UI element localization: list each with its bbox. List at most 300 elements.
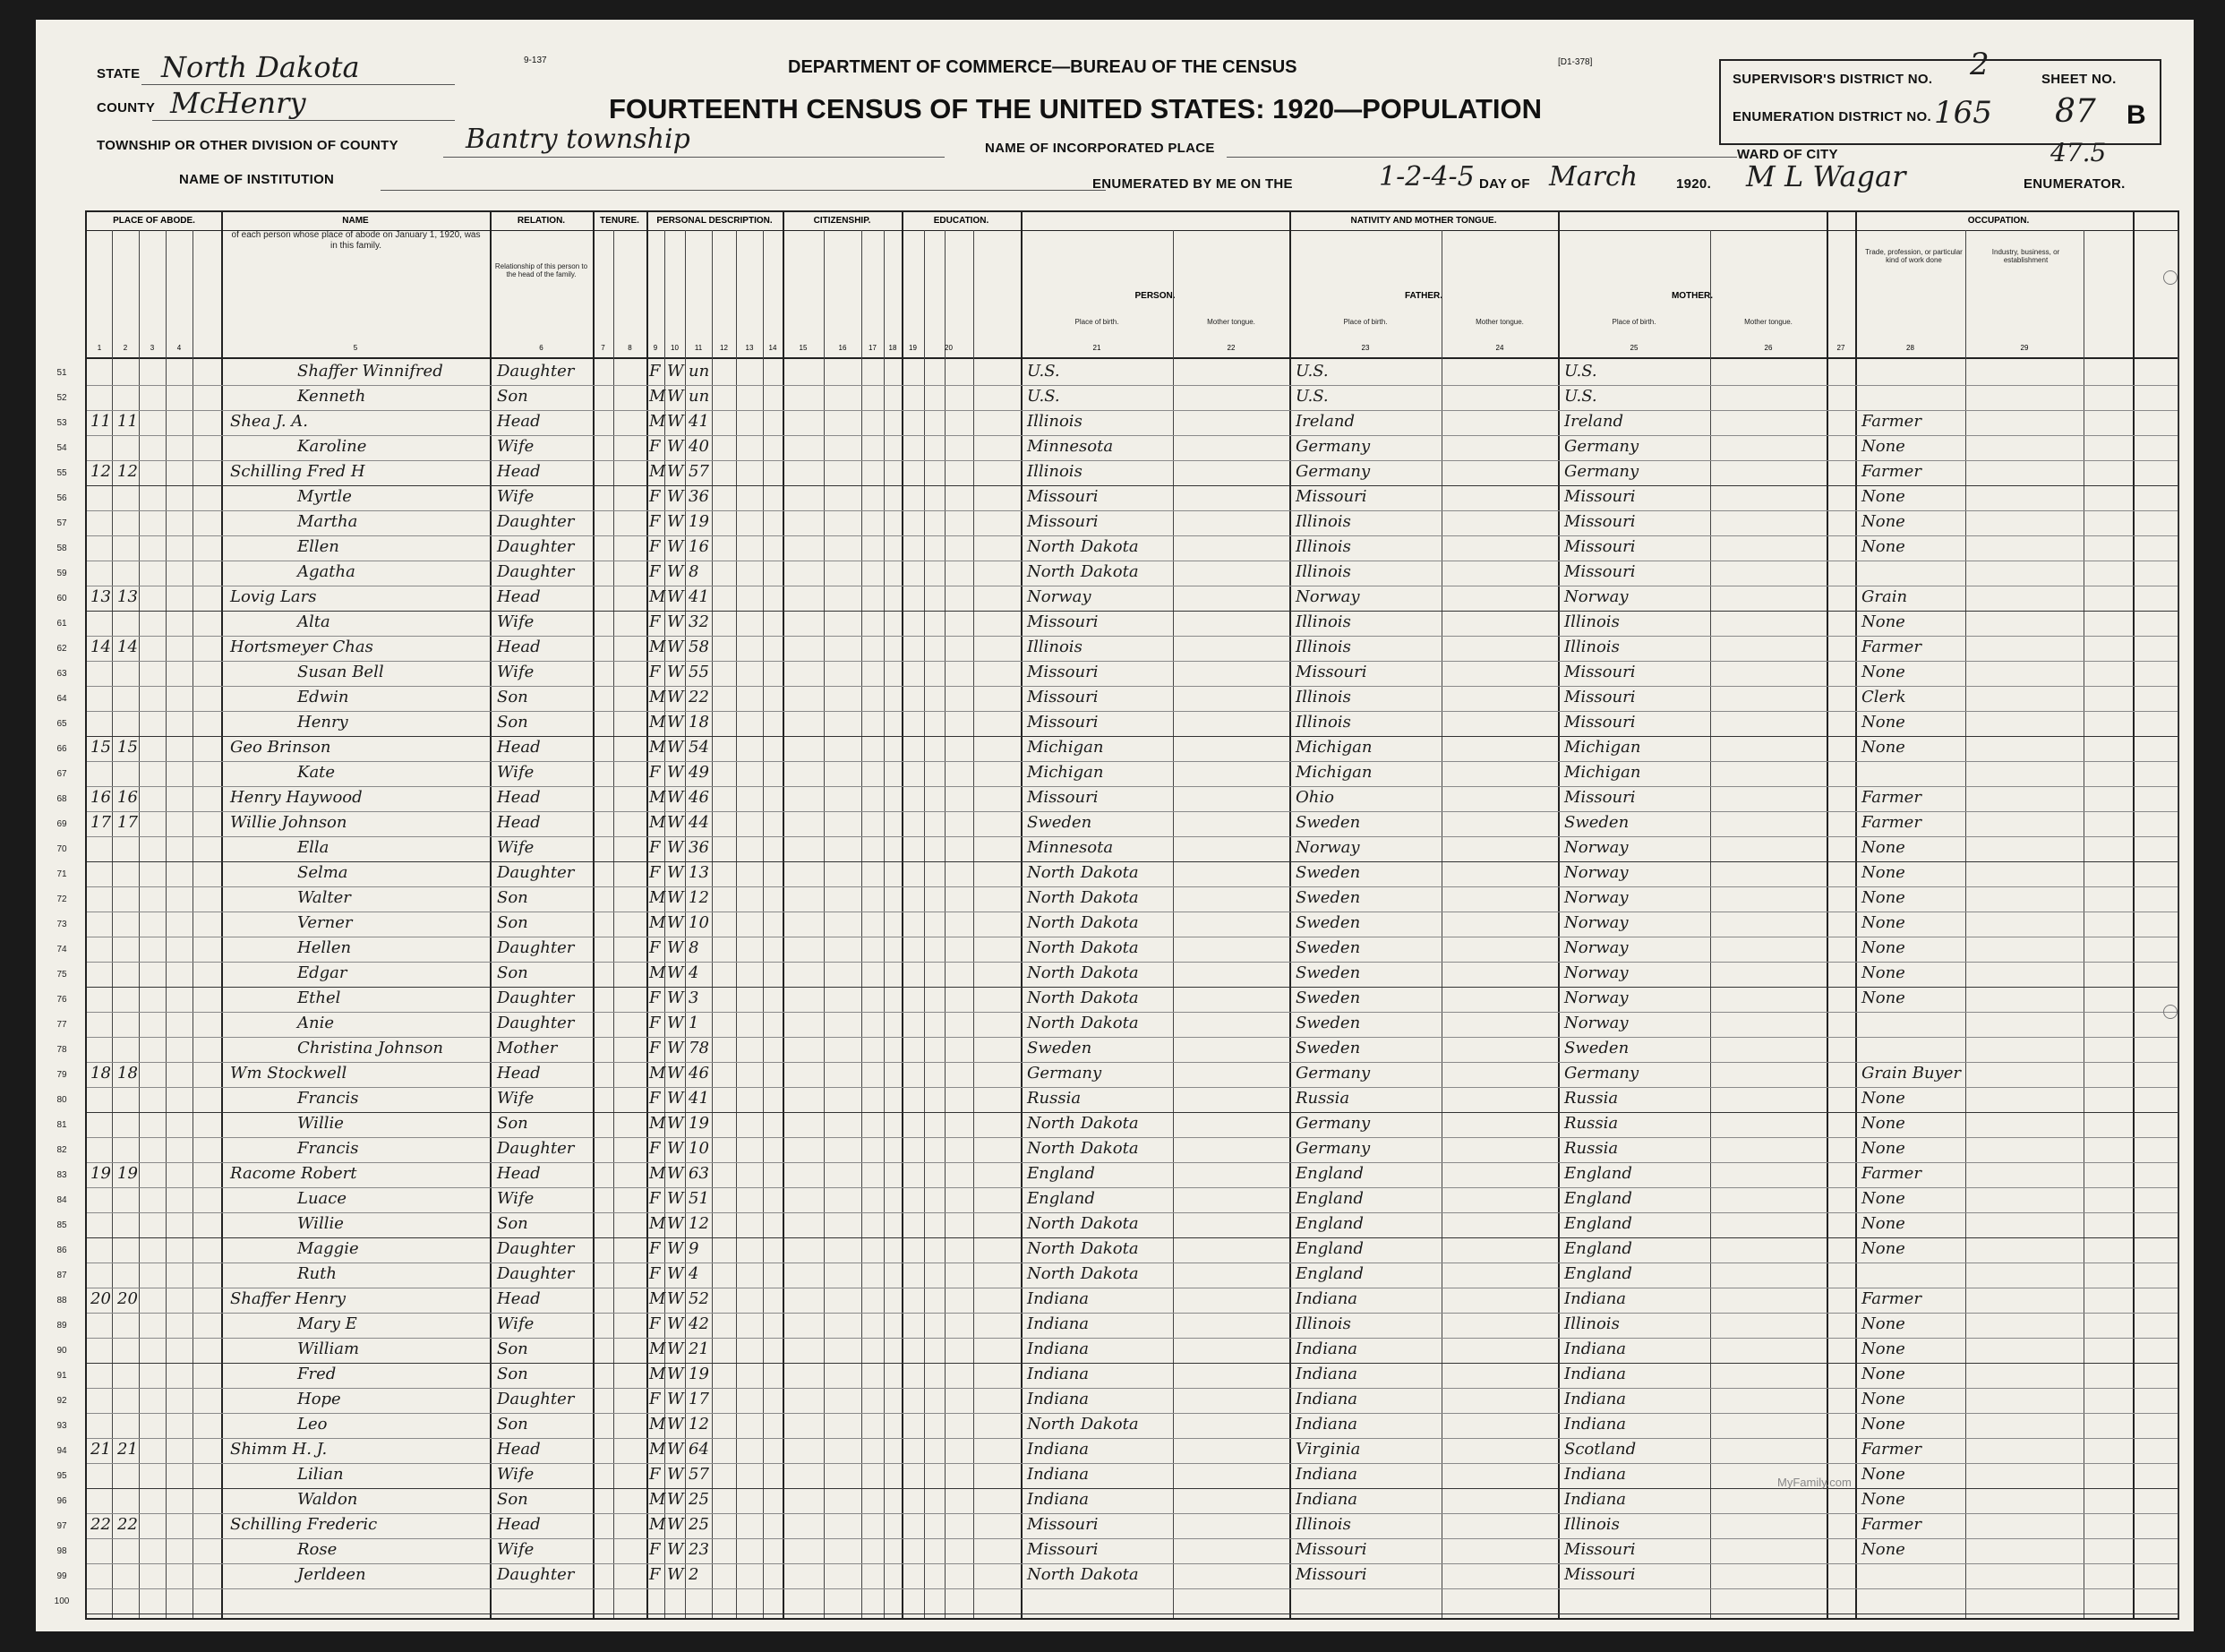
line-number: 98 bbox=[56, 1546, 67, 1556]
line-number: 72 bbox=[56, 894, 67, 904]
occupation-value: None bbox=[1861, 989, 1905, 1007]
relation-value: Head bbox=[497, 1064, 541, 1083]
mother-birthplace: Russia bbox=[1564, 1139, 1619, 1158]
tongue-header-24: Mother tongue. bbox=[1744, 318, 1793, 326]
relation-value: Wife bbox=[497, 487, 535, 506]
mother-birthplace: Michigan bbox=[1564, 738, 1641, 757]
table-row bbox=[56, 561, 2178, 586]
column-number: 18 bbox=[888, 344, 897, 352]
father-birthplace: England bbox=[1296, 1189, 1364, 1208]
father-birthplace: Sweden bbox=[1296, 888, 1361, 907]
occupation-value: None bbox=[1861, 713, 1905, 732]
sex-value: F bbox=[649, 663, 661, 681]
column-number: 15 bbox=[799, 344, 808, 352]
occupation-value: None bbox=[1861, 1139, 1905, 1158]
birthplace-value: Indiana bbox=[1027, 1314, 1090, 1333]
line-number: 81 bbox=[56, 1120, 67, 1130]
column-number: 22 bbox=[1227, 344, 1236, 352]
day-of-label: DAY OF bbox=[1479, 176, 1530, 192]
relation-value: Wife bbox=[497, 437, 535, 456]
table-row bbox=[56, 586, 2178, 611]
father-birthplace: Germany bbox=[1296, 1139, 1371, 1158]
race-value: W bbox=[667, 1139, 684, 1158]
person-name: William bbox=[297, 1340, 360, 1358]
mother-birthplace: Missouri bbox=[1564, 1540, 1636, 1559]
line-number: 78 bbox=[56, 1045, 67, 1055]
mother-birthplace: Germany bbox=[1564, 462, 1639, 481]
table-row bbox=[56, 1087, 2178, 1112]
mother-birthplace: Indiana bbox=[1564, 1490, 1627, 1509]
relation-value: Daughter bbox=[497, 562, 575, 581]
sex-value: F bbox=[649, 437, 661, 456]
race-value: W bbox=[667, 963, 684, 982]
column-number: 20 bbox=[945, 344, 953, 352]
mother-birthplace: Indiana bbox=[1564, 1465, 1627, 1484]
sex-value: F bbox=[649, 512, 661, 531]
column-number: 12 bbox=[720, 344, 728, 352]
person-name: Racome Robert bbox=[230, 1164, 357, 1183]
person-name: Schilling Frederic bbox=[230, 1515, 378, 1534]
person-name: Hortsmeyer Chas bbox=[230, 638, 373, 656]
line-number: 67 bbox=[56, 769, 67, 779]
person-name: Luace bbox=[297, 1189, 347, 1208]
father-birthplace: Sweden bbox=[1296, 989, 1361, 1007]
family-number: 17 bbox=[117, 813, 138, 832]
mother-birthplace: U.S. bbox=[1564, 387, 1597, 406]
line-number: 52 bbox=[56, 393, 67, 403]
sex-value: F bbox=[649, 1390, 661, 1408]
father-birthplace: Russia bbox=[1296, 1089, 1350, 1108]
father-birthplace: Indiana bbox=[1296, 1340, 1358, 1358]
father-birthplace: Indiana bbox=[1296, 1415, 1358, 1434]
mother-birthplace: Missouri bbox=[1564, 713, 1636, 732]
race-value: W bbox=[667, 1340, 684, 1358]
person-name: Kate bbox=[297, 763, 336, 782]
census-sheet bbox=[36, 20, 2194, 1631]
column-number: 16 bbox=[838, 344, 847, 352]
sex-value: F bbox=[649, 763, 661, 782]
father-birthplace: England bbox=[1296, 1164, 1364, 1183]
sex-value: M bbox=[649, 813, 666, 832]
table-row bbox=[56, 1363, 2178, 1388]
line-number: 87 bbox=[56, 1271, 67, 1280]
occupation-value: None bbox=[1861, 537, 1905, 556]
age-value: 52 bbox=[689, 1289, 709, 1308]
column-number: 17 bbox=[869, 344, 877, 352]
race-value: W bbox=[667, 1440, 684, 1459]
column-number: 29 bbox=[2020, 344, 2029, 352]
relation-value: Daughter bbox=[497, 989, 575, 1007]
sex-value: F bbox=[649, 1264, 661, 1283]
birthplace-value: North Dakota bbox=[1027, 938, 1139, 957]
father-birthplace: U.S. bbox=[1296, 387, 1329, 406]
table-row bbox=[56, 736, 2178, 761]
sex-value: M bbox=[649, 1289, 666, 1308]
occupation-value: None bbox=[1861, 612, 1905, 631]
section-personal: PERSONAL DESCRIPTION. bbox=[656, 216, 773, 226]
occupation-value: Farmer bbox=[1861, 1289, 1921, 1308]
occupation-value: None bbox=[1861, 738, 1905, 757]
column-number: 3 bbox=[150, 344, 155, 352]
tongue-header-22: Mother tongue. bbox=[1476, 318, 1524, 326]
relation-value: Son bbox=[497, 1340, 528, 1358]
father-birthplace: Ireland bbox=[1296, 412, 1355, 431]
section-occupation: OCCUPATION. bbox=[1967, 216, 2030, 226]
occupation-value: Farmer bbox=[1861, 1164, 1921, 1183]
table-row bbox=[56, 1012, 2178, 1037]
name-description: of each person whose place of abode on January 1, 1920, was in this family. bbox=[231, 230, 481, 251]
occupation-value: None bbox=[1861, 1340, 1905, 1358]
age-value: 64 bbox=[689, 1440, 709, 1459]
father-birthplace: Michigan bbox=[1296, 763, 1373, 782]
section-citizenship: CITIZENSHIP. bbox=[813, 216, 871, 226]
father-birthplace: Missouri bbox=[1296, 1540, 1367, 1559]
table-row bbox=[56, 1187, 2178, 1212]
relation-value: Head bbox=[497, 1440, 541, 1459]
relation-value: Daughter bbox=[497, 1014, 575, 1032]
race-value: W bbox=[667, 913, 684, 932]
father-birthplace: Indiana bbox=[1296, 1490, 1358, 1509]
column-number: 26 bbox=[1764, 344, 1773, 352]
birthplace-value: North Dakota bbox=[1027, 863, 1139, 882]
sex-value: M bbox=[649, 1415, 666, 1434]
table-row bbox=[56, 686, 2178, 711]
mother-birthplace: England bbox=[1564, 1239, 1632, 1258]
father-birthplace: Ohio bbox=[1296, 788, 1334, 807]
relation-value: Daughter bbox=[497, 512, 575, 531]
dwelling-number: 21 bbox=[90, 1440, 111, 1459]
mother-birthplace: Indiana bbox=[1564, 1289, 1627, 1308]
township-value: Bantry township bbox=[466, 124, 690, 155]
sex-value: F bbox=[649, 1540, 661, 1559]
line-number: 58 bbox=[56, 544, 67, 553]
relation-value: Wife bbox=[497, 663, 535, 681]
section-mother: MOTHER. bbox=[1671, 291, 1714, 301]
sex-value: F bbox=[649, 1565, 661, 1584]
birthplace-value: North Dakota bbox=[1027, 913, 1139, 932]
sex-value: F bbox=[649, 989, 661, 1007]
column-number: 24 bbox=[1495, 344, 1504, 352]
person-name: Lilian bbox=[297, 1465, 344, 1484]
table-row bbox=[56, 886, 2178, 912]
person-name: Ellen bbox=[297, 537, 339, 556]
father-birthplace: Norway bbox=[1296, 587, 1360, 606]
line-number: 74 bbox=[56, 945, 67, 954]
person-name: Agatha bbox=[297, 562, 355, 581]
census-title: FOURTEENTH CENSUS OF THE UNITED STATES: 1920—POPULATION bbox=[609, 93, 1543, 124]
father-birthplace: Michigan bbox=[1296, 738, 1373, 757]
birthplace-value: Indiana bbox=[1027, 1440, 1090, 1459]
column-number: 6 bbox=[539, 344, 543, 352]
sex-value: F bbox=[649, 1314, 661, 1333]
line-number: 77 bbox=[56, 1020, 67, 1030]
race-value: W bbox=[667, 412, 684, 431]
birthplace-value: North Dakota bbox=[1027, 537, 1139, 556]
mother-birthplace: Illinois bbox=[1564, 1515, 1620, 1534]
occupation-value: None bbox=[1861, 512, 1905, 531]
age-value: 54 bbox=[689, 738, 709, 757]
section-education: EDUCATION. bbox=[933, 216, 989, 226]
mother-birthplace: Germany bbox=[1564, 1064, 1639, 1083]
father-birthplace: Illinois bbox=[1296, 512, 1351, 531]
mother-birthplace: Norway bbox=[1564, 938, 1629, 957]
line-number: 90 bbox=[56, 1346, 67, 1356]
person-name: Hellen bbox=[297, 938, 352, 957]
relation-value: Son bbox=[497, 1415, 528, 1434]
table-row bbox=[56, 636, 2178, 661]
relation-value: Head bbox=[497, 813, 541, 832]
family-number: 22 bbox=[117, 1515, 138, 1534]
relation-description: Relationship of this person to the head of the family. bbox=[494, 262, 588, 278]
relation-value: Head bbox=[497, 638, 541, 656]
relation-value: Head bbox=[497, 1289, 541, 1308]
line-number: 97 bbox=[56, 1521, 67, 1531]
line-number: 59 bbox=[56, 569, 67, 578]
relation-value: Head bbox=[497, 1515, 541, 1534]
mother-birthplace: Indiana bbox=[1564, 1390, 1627, 1408]
table-row bbox=[56, 1538, 2178, 1563]
mother-birthplace: Norway bbox=[1564, 587, 1629, 606]
race-value: W bbox=[667, 387, 684, 406]
table-row bbox=[56, 1438, 2178, 1463]
race-value: W bbox=[667, 1164, 684, 1183]
table-row bbox=[56, 1388, 2178, 1413]
occupation-value: None bbox=[1861, 913, 1905, 932]
line-number: 61 bbox=[56, 619, 67, 629]
line-number: 64 bbox=[56, 694, 67, 704]
tongue-header-20: Mother tongue. bbox=[1207, 318, 1255, 326]
occupation-value: None bbox=[1861, 487, 1905, 506]
incorporated-place-label: NAME OF INCORPORATED PLACE bbox=[985, 141, 1215, 156]
mother-birthplace: Ireland bbox=[1564, 412, 1623, 431]
sheet-value: 87 bbox=[2055, 93, 2096, 130]
mother-birthplace: England bbox=[1564, 1264, 1632, 1283]
supervisor-value: 2 bbox=[1970, 47, 1990, 82]
sex-value: M bbox=[649, 1440, 666, 1459]
line-number: 76 bbox=[56, 995, 67, 1005]
sex-value: F bbox=[649, 612, 661, 631]
line-number: 55 bbox=[56, 468, 67, 478]
person-name: Kenneth bbox=[297, 387, 366, 406]
trade-header: Trade, profession, or particular kind of work done bbox=[1865, 248, 1963, 264]
relation-value: Son bbox=[497, 1114, 528, 1133]
father-birthplace: Sweden bbox=[1296, 1014, 1361, 1032]
occupation-value: None bbox=[1861, 1390, 1905, 1408]
line-number: 57 bbox=[56, 518, 67, 528]
person-name: Verner bbox=[297, 913, 353, 932]
column-number: 28 bbox=[1906, 344, 1914, 352]
birthplace-value: North Dakota bbox=[1027, 1139, 1139, 1158]
relation-value: Head bbox=[497, 788, 541, 807]
table-row bbox=[56, 836, 2178, 861]
column-number: 4 bbox=[176, 344, 182, 352]
father-birthplace: England bbox=[1296, 1214, 1364, 1233]
birthplace-value: Illinois bbox=[1027, 462, 1083, 481]
birthplace-value: North Dakota bbox=[1027, 1214, 1139, 1233]
birthplace-value: North Dakota bbox=[1027, 963, 1139, 982]
occupation-value: None bbox=[1861, 838, 1905, 857]
age-value: 36 bbox=[689, 487, 709, 506]
father-birthplace: Sweden bbox=[1296, 1039, 1361, 1057]
column-number: 5 bbox=[353, 344, 358, 352]
person-name: Maggie bbox=[297, 1239, 359, 1258]
table-row bbox=[56, 1263, 2178, 1288]
age-value: 57 bbox=[689, 1465, 709, 1484]
race-value: W bbox=[667, 813, 684, 832]
line-number: 86 bbox=[56, 1245, 67, 1255]
person-name: Ella bbox=[297, 838, 329, 857]
birthplace-value: U.S. bbox=[1027, 362, 1060, 381]
birthplace-value: U.S. bbox=[1027, 387, 1060, 406]
age-value: 1 bbox=[689, 1014, 699, 1032]
race-value: W bbox=[667, 1089, 684, 1108]
birth-header-21: Place of birth. bbox=[1343, 318, 1388, 326]
table-row bbox=[56, 861, 2178, 886]
mother-birthplace: England bbox=[1564, 1214, 1632, 1233]
relation-value: Wife bbox=[497, 1540, 535, 1559]
mother-birthplace: Sweden bbox=[1564, 1039, 1630, 1057]
relation-value: Son bbox=[497, 1365, 528, 1383]
age-value: 41 bbox=[689, 412, 709, 431]
mother-birthplace: Missouri bbox=[1564, 663, 1636, 681]
race-value: W bbox=[667, 788, 684, 807]
line-number: 62 bbox=[56, 644, 67, 654]
birthplace-value: North Dakota bbox=[1027, 1239, 1139, 1258]
person-name: Alta bbox=[297, 612, 330, 631]
race-value: W bbox=[667, 487, 684, 506]
age-value: 2 bbox=[689, 1565, 699, 1584]
sheet-side: B bbox=[2127, 100, 2146, 130]
father-birthplace: Missouri bbox=[1296, 487, 1367, 506]
table-row bbox=[56, 987, 2178, 1012]
birthplace-value: Sweden bbox=[1027, 813, 1092, 832]
table-row bbox=[56, 1137, 2178, 1162]
line-number: 84 bbox=[56, 1195, 67, 1205]
age-value: 32 bbox=[689, 612, 709, 631]
section-father: FATHER. bbox=[1404, 291, 1443, 301]
birthplace-value: North Dakota bbox=[1027, 1014, 1139, 1032]
relation-value: Mother bbox=[497, 1039, 558, 1057]
person-name: Ruth bbox=[297, 1264, 337, 1283]
father-birthplace: Sweden bbox=[1296, 938, 1361, 957]
person-name: Selma bbox=[297, 863, 348, 882]
birthplace-value: Missouri bbox=[1027, 1540, 1099, 1559]
line-number: 70 bbox=[56, 844, 67, 854]
mother-birthplace: Norway bbox=[1564, 1014, 1629, 1032]
race-value: W bbox=[667, 863, 684, 882]
person-name: Susan Bell bbox=[297, 663, 384, 681]
column-number: 8 bbox=[628, 344, 632, 352]
occupation-value: Farmer bbox=[1861, 1440, 1921, 1459]
father-birthplace: Illinois bbox=[1296, 612, 1351, 631]
enumerated-days: 1-2-4-5 bbox=[1379, 161, 1475, 193]
sheet-label: SHEET NO. bbox=[2041, 72, 2117, 87]
age-value: 40 bbox=[689, 437, 709, 456]
dwelling-number: 20 bbox=[90, 1289, 111, 1308]
table-row bbox=[56, 385, 2178, 410]
birthplace-value: Indiana bbox=[1027, 1340, 1090, 1358]
state-label: STATE bbox=[97, 66, 141, 81]
sex-value: F bbox=[649, 1089, 661, 1108]
age-value: 46 bbox=[689, 788, 709, 807]
section-relation: RELATION. bbox=[517, 216, 566, 226]
family-number: 21 bbox=[117, 1440, 138, 1459]
occupation-value: Grain bbox=[1861, 587, 1908, 606]
table-row bbox=[56, 1162, 2178, 1187]
relation-value: Daughter bbox=[497, 362, 575, 381]
age-value: 12 bbox=[689, 888, 709, 907]
line-number: 95 bbox=[56, 1471, 67, 1481]
race-value: W bbox=[667, 1390, 684, 1408]
person-name: Henry bbox=[297, 713, 348, 732]
race-value: W bbox=[667, 1264, 684, 1283]
race-value: W bbox=[667, 1465, 684, 1484]
sex-value: F bbox=[649, 1039, 661, 1057]
mother-birthplace: Missouri bbox=[1564, 788, 1636, 807]
occupation-value: None bbox=[1861, 1415, 1905, 1434]
dwelling-number: 11 bbox=[90, 412, 111, 431]
table-row bbox=[56, 535, 2178, 561]
family-number: 11 bbox=[117, 412, 138, 431]
mother-birthplace: Russia bbox=[1564, 1089, 1619, 1108]
age-value: 25 bbox=[689, 1490, 709, 1509]
father-birthplace: Sweden bbox=[1296, 813, 1361, 832]
person-name: Shimm H. J. bbox=[230, 1440, 328, 1459]
table-row bbox=[56, 1288, 2178, 1313]
line-number: 68 bbox=[56, 794, 67, 804]
age-value: 9 bbox=[689, 1239, 699, 1258]
birthplace-value: Sweden bbox=[1027, 1039, 1092, 1057]
occupation-value: None bbox=[1861, 1214, 1905, 1233]
dwelling-number: 19 bbox=[90, 1164, 111, 1183]
relation-value: Son bbox=[497, 963, 528, 982]
occupation-value: Farmer bbox=[1861, 813, 1921, 832]
person-name: Francis bbox=[297, 1089, 359, 1108]
enumerator-value: M L Wagar bbox=[1746, 159, 1906, 193]
relation-value: Wife bbox=[497, 612, 535, 631]
birthplace-value: North Dakota bbox=[1027, 1264, 1139, 1283]
sex-value: F bbox=[649, 1139, 661, 1158]
relation-value: Daughter bbox=[497, 1390, 575, 1408]
person-name: Waldon bbox=[297, 1490, 358, 1509]
father-birthplace: Germany bbox=[1296, 1064, 1371, 1083]
sex-value: F bbox=[649, 1465, 661, 1484]
age-value: 10 bbox=[689, 1139, 709, 1158]
mother-birthplace: Illinois bbox=[1564, 638, 1620, 656]
birthplace-value: Missouri bbox=[1027, 663, 1099, 681]
table-row bbox=[56, 360, 2178, 385]
family-number: 20 bbox=[117, 1289, 138, 1308]
mother-birthplace: Scotland bbox=[1564, 1440, 1637, 1459]
table-row bbox=[56, 1563, 2178, 1588]
father-birthplace: Illinois bbox=[1296, 1515, 1351, 1534]
line-number: 91 bbox=[56, 1371, 67, 1381]
race-value: W bbox=[667, 587, 684, 606]
line-number: 92 bbox=[56, 1396, 67, 1406]
mother-birthplace: Norway bbox=[1564, 989, 1629, 1007]
race-value: W bbox=[667, 1189, 684, 1208]
father-birthplace: Germany bbox=[1296, 462, 1371, 481]
table-row bbox=[56, 1513, 2178, 1538]
father-birthplace: Germany bbox=[1296, 1114, 1371, 1133]
birthplace-value: North Dakota bbox=[1027, 989, 1139, 1007]
line-number: 73 bbox=[56, 920, 67, 929]
line-number: 63 bbox=[56, 669, 67, 679]
sex-value: M bbox=[649, 1164, 666, 1183]
dwelling-number: 13 bbox=[90, 587, 111, 606]
race-value: W bbox=[667, 562, 684, 581]
dwelling-number: 14 bbox=[90, 638, 111, 656]
